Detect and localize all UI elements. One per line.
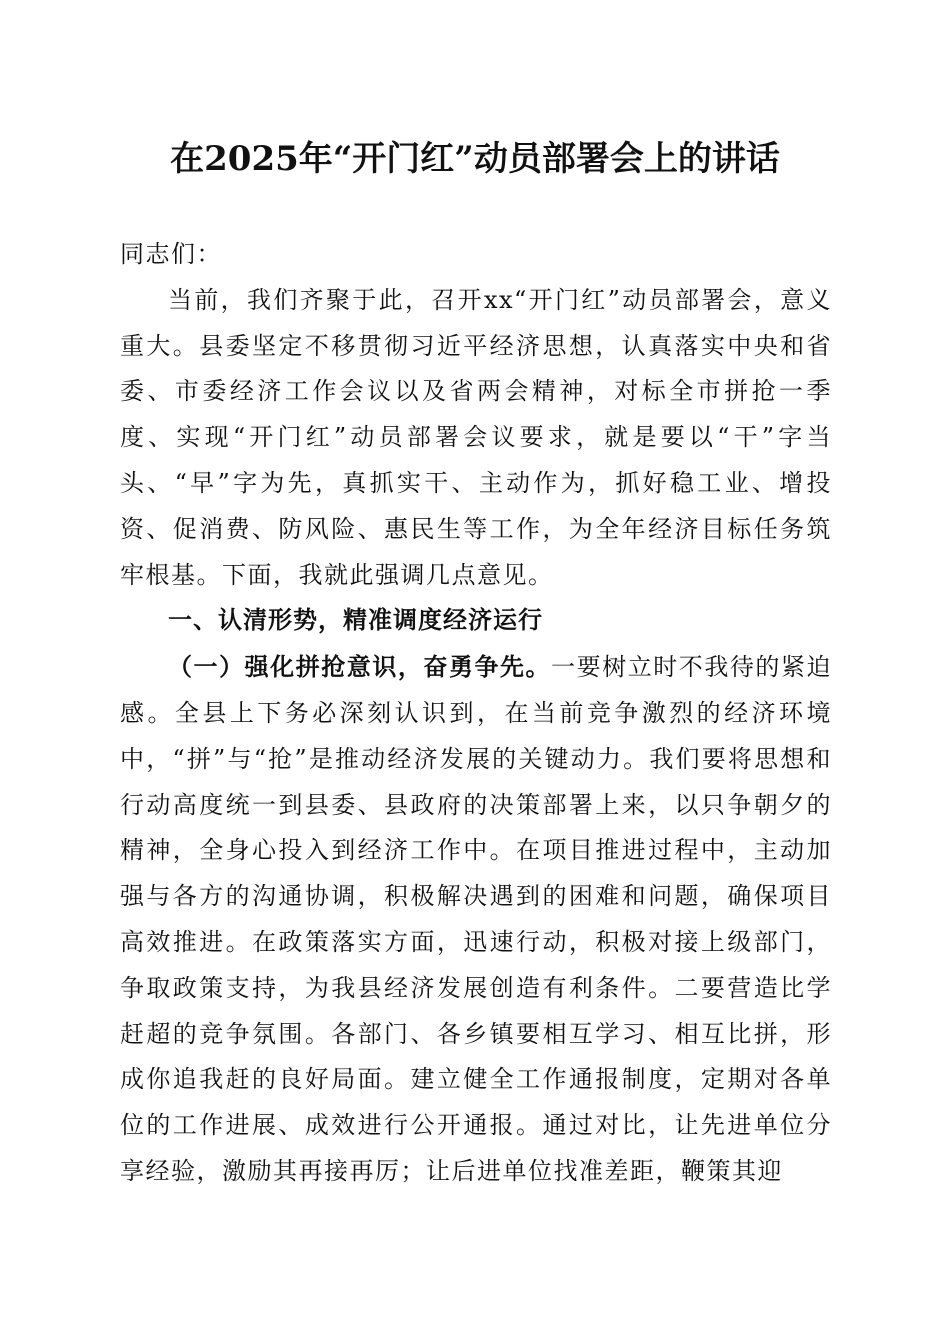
subsection-lead-1: （一）强化拼抢意识，奋勇争先。 [168, 652, 552, 682]
document-title: 在2025年“开门红”动员部署会上的讲话 [170, 139, 780, 179]
salutation: 同志们： [120, 240, 222, 268]
subsection-body-1: 一要树立时不我待的紧迫感。全县上下务必深刻认识到，在当前竞争激烈的经济环境中，“拼”与“抢”是推动经济发展的关键动力。我们要将思想和行动高度统一到县委、县政府的决策部署上来，以只争朝夕的精神，全身心投入到经济工作中。在项目推进过程中，主动加强与各方的沟通协调，积极解决遇到的困难和问题，确保项目高效推进。在政策落实方面，迅速行动，积极对接上级部门，争取政策支持，为我县经济发展创造有利条件。二要营造比学赶超的竞争氛围。各部门、各乡镇要相互学习、相互比拼，形成你追我赶的良好局面。建立健全工作通报制度，定期对各单位的工作进展、成效进行公开通报。通过对比，让先进单位分享经验，激励其再接再厉；让后进单位找准差距，鞭策其迎 [120, 653, 833, 1185]
intro-paragraph: 当前，我们齐聚于此，召开xx“开门红”动员部署会，意义重大。县委坚定不移贯彻习近平经济思想，认真落实中央和省委、市委经济工作会议以及省两会精神，对标全市拼抢一季度、实现“开门红”动员部署会议要求，就是要以“干”字当头、“早”字为先，真抓实干、主动作为，抓好稳工业、增投资、促消费、防风险、惠民生等工作，为全年经济目标任务筑牢根基。下面，我就此强调几点意见。 [120, 285, 832, 589]
section-heading-1: 一、认清形势，精准调度经济运行 [168, 606, 543, 635]
subsection-paragraph-1 [120, 644, 832, 1195]
document-body [120, 232, 832, 1195]
